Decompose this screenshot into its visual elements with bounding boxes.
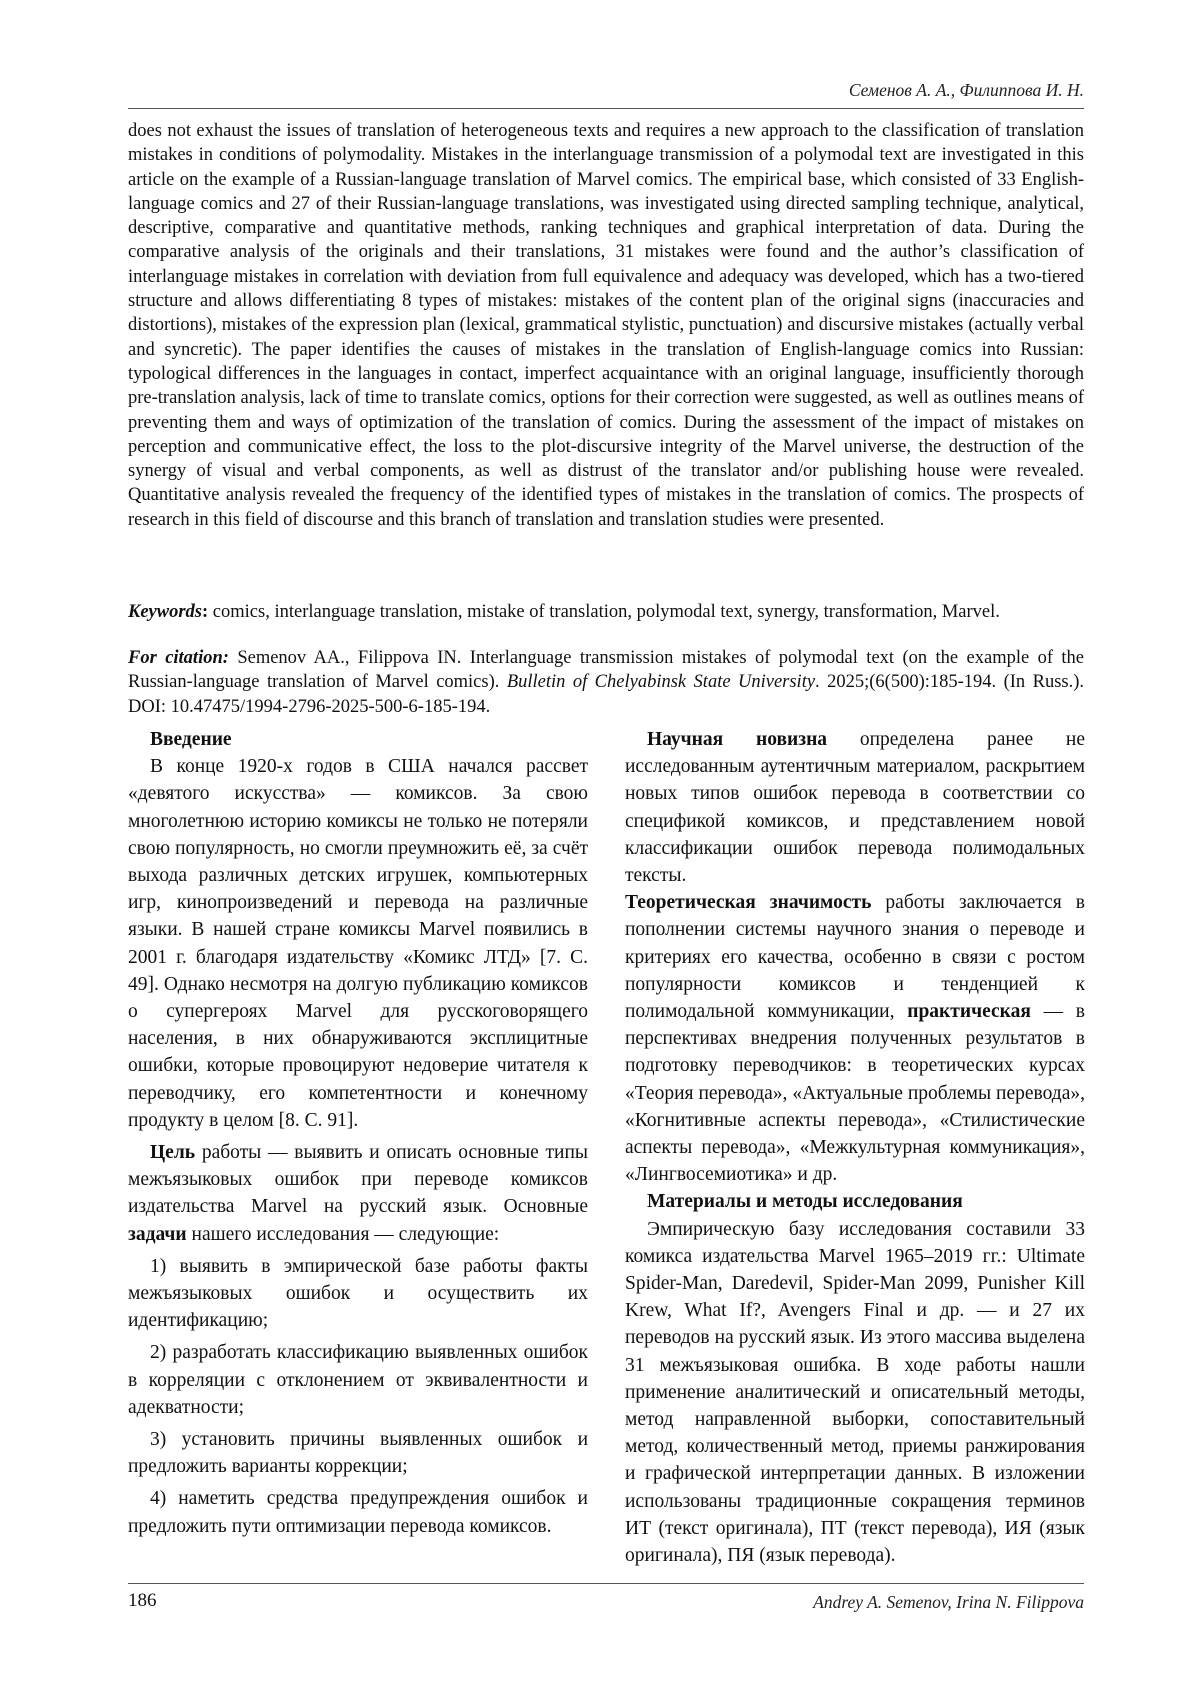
goal-label: Цель: [150, 1142, 196, 1164]
footer-authors: Andrey A. Semenov, Irina N. Filippova: [813, 1592, 1084, 1612]
left-column: [128, 726, 588, 1540]
abstract-text: does not exhaust the issues of translation of heterogeneous texts and requires a new approach to the classification of translation mistakes in conditions of polymodality. Mistakes in the interlanguage transmission of a polymodal text are investigated in this article on the example of a Russian-language translation of Marvel comics. The empirical base, which consisted of 33 English-language comics and 27 of their Russian-language translations, was investigated using directed sampling technique, analytical, descriptive, comparative and quantitative methods, ranking techniques and graphical interpretation of data. During the comparative analysis of the originals and their translations, 31 mistakes were found and the author’s classification of interlanguage mistakes in correlation with deviation from full equivalence and adequacy was developed, which has a two-tiered structure and allows differentiating 8 types of mistakes: mistakes of the content plan of the original signs (inaccuracies and distortions), mistakes of the expression plan (lexical, grammatical stylistic, punctuation) and discursive mistakes (actually verbal and syncretic). The paper identifies the causes of mistakes in the translation of English-language comics into Russian: typological differences in the languages in contact, imperfect acquaintance with an original language, insufficiently thorough pre-translation analysis, lack of time to translate comics, options for their correction were suggested, as well as outlines means of preventing them and ways of optimization of the translation of comics. During the assessment of the impact of mistakes on perception and communicative effect, the loss to the plot-discursive integrity of the Marvel universe, the destruction of the synergy of visual and verbal components, as well as distrust of the translator and/or publishing house were revealed. Quantitative analysis revealed the frequency of the identified types of mistakes in the translation of comics. The prospects of research in this field of discourse and this branch of translation and translation studies were presented.: [128, 121, 1084, 530]
goal-paragraph: [128, 1139, 588, 1248]
page-number: 186: [128, 1590, 157, 1611]
task-item: 4) наметить средства предупреждения ошибок и предложить пути оптимизации перевода комиксов.: [128, 1488, 588, 1537]
novelty-label: Научная новизна: [647, 729, 828, 750]
novelty-text: определена ранее не исследованным аутентичным материалом, раскрытием новых типов ошибок перевода в соответствии со спецификой комиксов, и представлением новой классификации ошибок перевода полимодальных тексты.: [625, 729, 1085, 887]
methods-paragraph: Эмпирическую базу исследования составили 33 комикса издательства Marvel 1965–2019 гг.: Ultimate Spider-Man, Daredevil, Spider-Man 2099, Punisher Kill Krew, What If?, Avengers Final и др. — и 27 их переводов на русский язык. Из этого массива выделена 31 межъязыковая ошибка. В ходе работы нашли применение аналитический и описательный методы, метод направленной выборки, сопоставительный метод, количественный метод, приемы ранжирования и графической интерпретации данных. В изложении использованы традиционные сокращения терминов ИТ (текст оригинала), ПТ (текст перевода), ИЯ (язык оригинала), ПЯ (язык перевода).: [625, 1218, 1085, 1567]
methods-heading: Материалы и методы исследования: [647, 1191, 963, 1213]
footer-rule: [128, 1583, 1084, 1584]
intro-heading: Введение: [150, 729, 232, 750]
citation-text-after: . 2025;(6(500):185-194. (In Russ.). DOI: 10.47475/1994-2796-2025-500-6-185-194.: [128, 672, 1084, 717]
citation-label: For citation:: [128, 648, 229, 668]
keywords-colon: :: [202, 602, 209, 622]
right-column: [625, 726, 1085, 1569]
theory-text: работы заключается в пополнении системы научного знания о переводе и критериях его качества, особенно в связи с ростом популярности комиксов и тенденцией к полимодальной коммуникации,: [625, 892, 1085, 1023]
keywords-text: comics, interlanguage translation, mistake of translation, polymodal text, synergy, transformation, Marvel.: [208, 602, 1000, 622]
theory-label: Теоретическая значимость: [625, 892, 872, 914]
journal-page: [128, 0, 1084, 1697]
intro-paragraph: В конце 1920-х годов в США начался рассвет «девятого искусства» — комиксов. За свою многолетнюю историю комиксы не только не потеряли свою популярность, но смогли преумножить её, за счёт выхода различных детских игрушек, компьютерных игр, кинопроизведений и перевода на различные языки. В нашей стране комиксы Marvel появились в 2001 г. благодаря издательству «Комикс ЛТД» [7. С. 49]. Однако несмотря на долгую публикацию комиксов о супергероях Marvel для русскоговорящего населения, в них обнаруживаются эксплицитные ошибки, которые провоцируют недоверие читателя к переводчику, его компетентности и конечному продукту в целом [8. С. 91].: [128, 756, 588, 1131]
citation-text-before: Semenov AA., Filippova IN. Interlanguage transmission mistakes of polymodal text (on the example of the Russian-language translation of Marvel comics).: [128, 648, 1084, 693]
goal-text-1: работы — выявить и описать основные типы межъязыковых ошибок при переводе комиксов издательства Marvel на русский язык. Основные: [128, 1142, 588, 1218]
task-item: 3) установить причины выявленных ошибок и предложить варианты коррекции;: [128, 1429, 588, 1478]
keywords-label: Keywords: [128, 602, 202, 622]
running-head: Семенов А. А., Филиппова И. Н.: [848, 80, 1084, 100]
goal-text-2: нашего исследования — следующие:: [186, 1223, 500, 1245]
keywords: [128, 600, 1084, 624]
task-item: 1) выявить в эмпирической базе работы факты межъязыковых ошибок и осуществить их идентификацию;: [128, 1255, 588, 1332]
citation-journal: Bulletin of Chelyabinsk State University: [506, 672, 816, 693]
header-rule: [128, 108, 1084, 109]
citation: [128, 646, 1084, 719]
task-item: 2) разработать классификацию выявленных ошибок в корреляции с отклонением от эквивалентности и адекватности;: [128, 1342, 588, 1418]
significance-paragraph: [625, 889, 1085, 1188]
novelty-paragraph: [625, 726, 1085, 889]
tasks-label: задачи: [128, 1223, 187, 1245]
practical-text: — в перспективах внедрения полученных результатов в подготовку переводчиков: в теоретических курсах «Теория перевода», «Актуальные проблемы перевода», «Когнитивные аспекты перевода», «Стилистические аспекты перевода», «Межкультурная коммуникация», «Лингвосемиотика» и др.: [625, 1001, 1085, 1186]
practical-label: практическая: [907, 1001, 1031, 1023]
